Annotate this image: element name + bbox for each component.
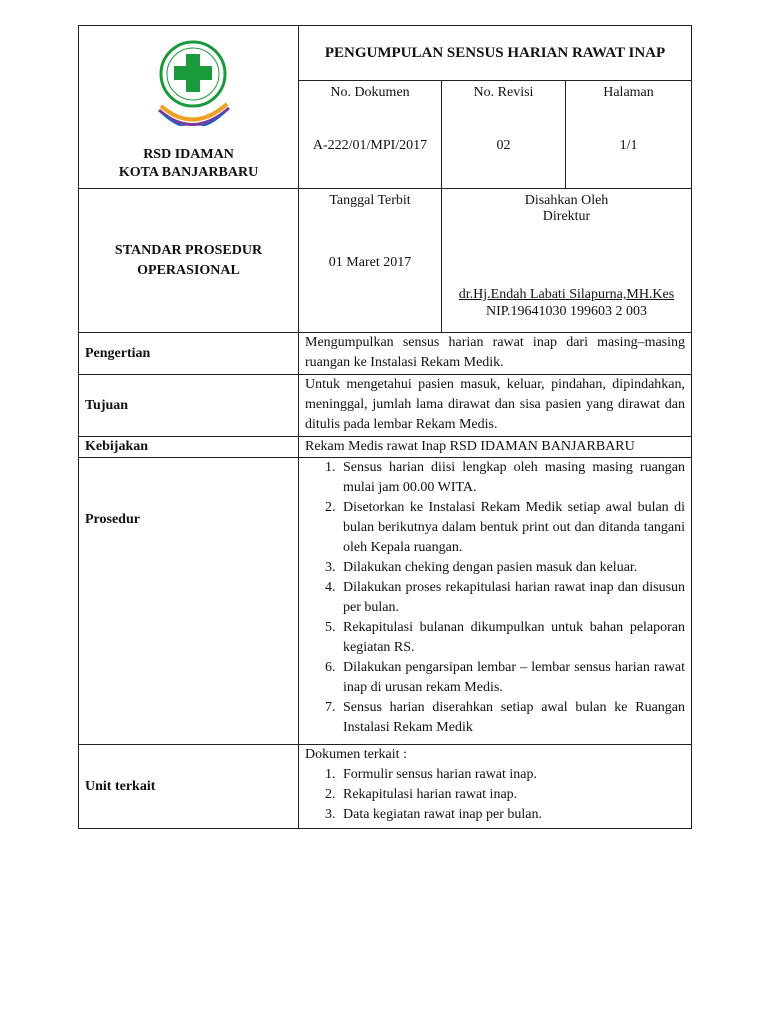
page-label: Halaman	[603, 85, 654, 100]
doc-number-cell	[299, 81, 442, 189]
unit-item: 3. Data kegiatan rawat inap per bulan.	[339, 805, 685, 825]
tujuan-label: Tujuan	[79, 375, 299, 437]
prosedur-step: 1. Sensus harian diisi lengkap oleh masing masing ruangan mulai jam 00.00 WITA.	[339, 458, 685, 498]
prosedur-step: 2. Disetorkan ke Instalasi Rekam Medik setiap awal bulan di bulan berikutnya dalam bentuk print out dan ditanda tangani oleh Kepala ruangan.	[339, 498, 685, 558]
signer-nip: NIP.19641030 199603 2 003	[486, 304, 648, 319]
pengertian-text: Mengumpulkan sensus harian rawat inap dari masing–masing ruangan ke Instalasi Rekam Medik.	[299, 333, 692, 375]
unit-list	[299, 765, 691, 825]
page-value: 1/1	[619, 138, 638, 153]
pengertian-label: Pengertian	[79, 333, 299, 375]
prosedur-step: 5. Rekapitulasi bulanan dikumpulkan untuk bahan pelaporan kegiatan RS.	[339, 618, 685, 658]
kebijakan-label: Kebijakan	[79, 437, 299, 458]
sop-label-line1: STANDAR PROSEDUR	[114, 242, 263, 258]
unit-label: Unit terkait	[79, 745, 299, 829]
hospital-identity-cell	[79, 26, 299, 189]
sop-label-cell	[79, 189, 299, 333]
revision-value: 02	[496, 138, 511, 153]
hospital-name-line2: KOTA BANJARBARU	[118, 165, 259, 180]
prosedur-step: 6. Dilakukan pengarsipan lembar – lembar sensus harian rawat inap di urusan rekam Medis.	[339, 658, 685, 698]
prosedur-label: Prosedur	[79, 458, 299, 745]
prosedur-list	[299, 458, 691, 738]
revision-cell	[442, 81, 566, 189]
approved-by-label: Disahkan Oleh	[524, 193, 609, 208]
unit-cell	[299, 745, 692, 829]
revision-label: No. Revisi	[473, 85, 534, 100]
kebijakan-text: Rekam Medis rawat Inap RSD IDAMAN BANJARBARU	[299, 437, 692, 458]
issue-date-value: 01 Maret 2017	[328, 255, 412, 270]
document-title: PENGUMPULAN SENSUS HARIAN RAWAT INAP	[299, 26, 692, 81]
tujuan-text: Untuk mengetahui pasien masuk, keluar, pindahan, dipindahkan, meninggal, jumlah lama dirawat dan sisa pasien yang dirawat dan ditulis pada lembar Rekam Medis.	[299, 375, 692, 437]
signer-name: dr.Hj.Endah Labati Silapurna,MH.Kes	[458, 287, 675, 302]
unit-item: 2. Rekapitulasi harian rawat inap.	[339, 785, 685, 805]
hospital-name	[79, 146, 298, 182]
approved-by-role: Direktur	[542, 209, 591, 224]
hospital-logo	[155, 34, 231, 126]
doc-number-label: No. Dokumen	[330, 85, 410, 100]
prosedur-step: 3. Dilakukan cheking dengan pasien masuk dan keluar.	[339, 558, 685, 578]
issue-date-cell	[299, 189, 442, 333]
sop-label-line2: OPERASIONAL	[137, 262, 240, 278]
prosedur-step: 4. Dilakukan proses rekapitulasi harian rawat inap dan disusun per bulan.	[339, 578, 685, 618]
unit-item: 1. Formulir sensus harian rawat inap.	[339, 765, 685, 785]
unit-intro: Dokumen terkait :	[305, 747, 407, 762]
approval-cell	[442, 189, 692, 333]
doc-number-value: A-222/01/MPI/2017	[312, 138, 428, 153]
hospital-name-line1: RSD IDAMAN	[143, 147, 234, 162]
prosedur-step: 7. Sensus harian diserahkan setiap awal bulan ke Ruangan Instalasi Rekam Medik	[339, 698, 685, 738]
issue-date-label: Tanggal Terbit	[329, 193, 411, 208]
prosedur-cell	[299, 458, 692, 745]
page-cell	[566, 81, 692, 189]
sop-document-table	[78, 25, 692, 829]
